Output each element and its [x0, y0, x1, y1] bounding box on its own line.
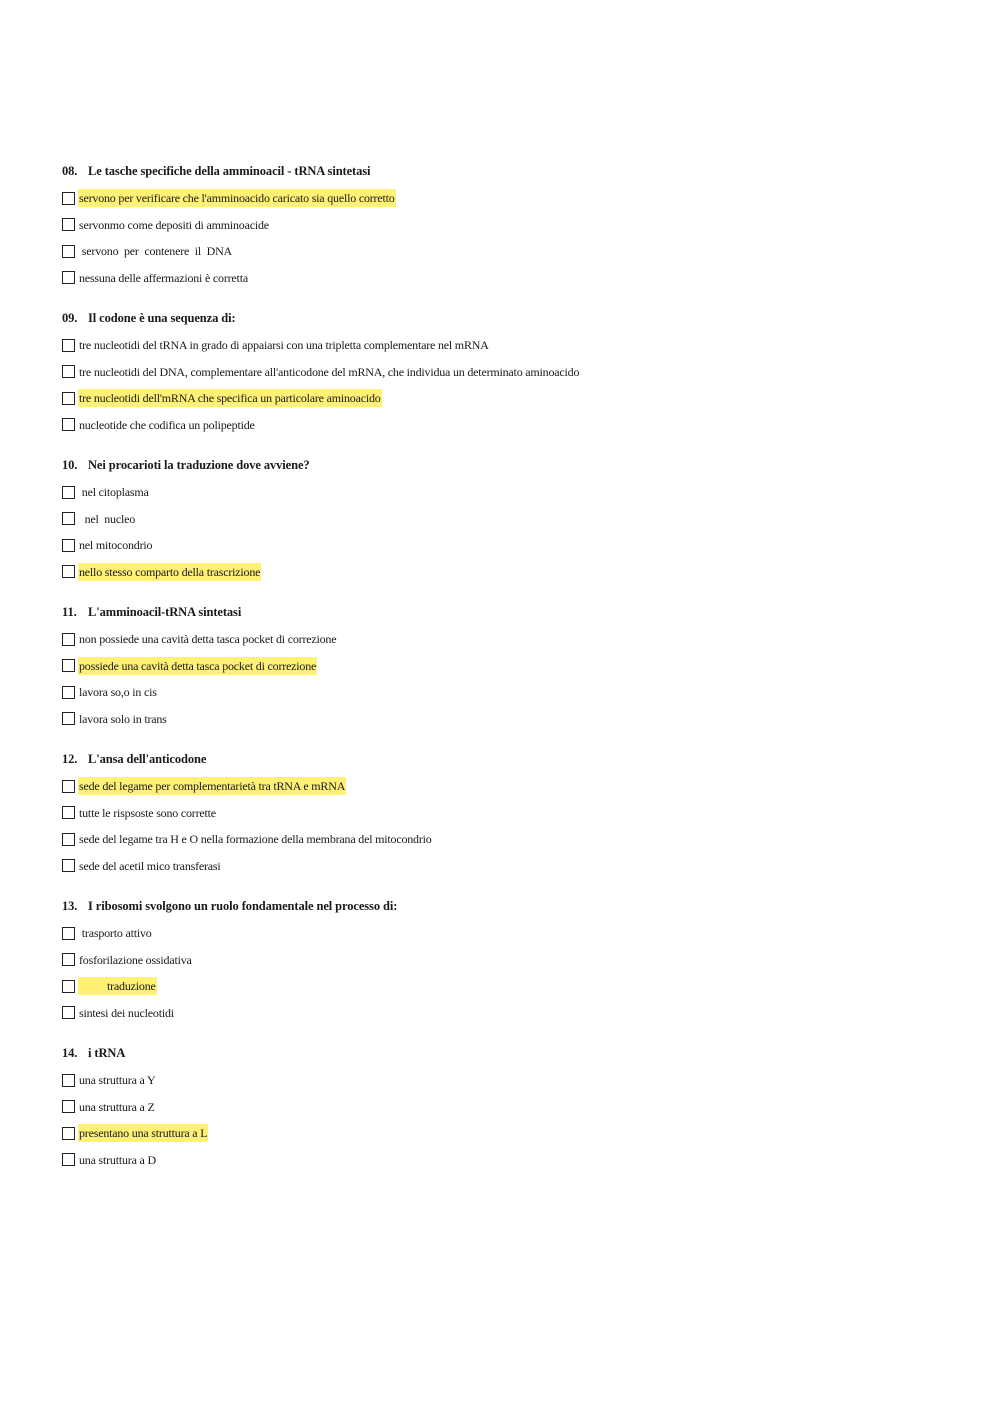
question-number: 12. — [62, 752, 78, 766]
answer-text: nel citoplasma — [79, 485, 149, 499]
answer-text: nessuna delle affermazioni è corretta — [79, 270, 248, 285]
answer-checkbox[interactable] — [62, 1100, 75, 1113]
answer-checkbox[interactable] — [62, 418, 75, 431]
question-title — [62, 1044, 962, 1062]
answer-text: lavora so,o in cis — [79, 685, 157, 699]
question-14 — [62, 1044, 962, 1169]
answer-checkbox[interactable] — [62, 633, 75, 646]
answer-text: tutte le rispsoste sono corrette — [79, 805, 216, 820]
answer-checkbox[interactable] — [62, 218, 75, 231]
answer-checkbox[interactable] — [62, 1074, 75, 1087]
answer-option[interactable] — [62, 483, 962, 501]
question-spacer — [62, 442, 962, 456]
question-number: 08. — [62, 164, 78, 178]
answer-option[interactable] — [62, 777, 962, 795]
answer-checkbox[interactable] — [62, 859, 75, 872]
answer-text: presentano una struttura a L — [79, 1126, 208, 1140]
answer-checkbox[interactable] — [62, 1006, 75, 1019]
answer-checkbox[interactable] — [62, 565, 75, 578]
question-spacer — [62, 736, 962, 750]
answer-text: servono per verificare che l'amminoacido caricato sia quello corretto — [79, 191, 395, 205]
answer-checkbox[interactable] — [62, 539, 75, 552]
question-title — [62, 897, 962, 915]
answer-text: lavora solo in trans — [79, 711, 167, 726]
answer-text: una struttura a Y — [79, 1073, 156, 1087]
answer-checkbox[interactable] — [62, 192, 75, 205]
answer-option[interactable] — [62, 1098, 962, 1116]
answer-checkbox[interactable] — [62, 486, 75, 499]
question-title — [62, 162, 962, 180]
answer-text: sede del acetil mico transferasi — [79, 858, 221, 873]
answer-option[interactable] — [62, 977, 962, 995]
quiz-container — [62, 162, 962, 1177]
answer-checkbox[interactable] — [62, 365, 75, 378]
answer-checkbox[interactable] — [62, 780, 75, 793]
answer-option[interactable] — [62, 536, 962, 554]
answer-checkbox[interactable] — [62, 686, 75, 699]
answer-option[interactable] — [62, 336, 962, 354]
answer-checkbox[interactable] — [62, 392, 75, 405]
answer-checkbox[interactable] — [62, 271, 75, 284]
answer-text: sede del legame per complementarietà tra tRNA e mRNA — [79, 779, 346, 793]
answer-option[interactable] — [62, 630, 962, 648]
answer-text: possiede una cavità detta tasca pocket di correzione — [79, 658, 317, 673]
question-text: Nei procarioti la traduzione dove avviene? — [88, 458, 310, 472]
answer-option[interactable] — [62, 242, 962, 260]
question-title — [62, 309, 962, 327]
answer-option[interactable] — [62, 1151, 962, 1169]
question-text: i tRNA — [88, 1046, 126, 1060]
answer-text: tre nucleotidi del tRNA in grado di appaiarsi con una tripletta complementare nel mRNA — [79, 338, 489, 352]
answer-checkbox[interactable] — [62, 339, 75, 352]
answer-option[interactable] — [62, 657, 962, 675]
question-text: Le tasche specifiche della amminoacil - tRNA sintetasi — [88, 164, 371, 178]
answer-text: sede del legame tra H e O nella formazione della membrana del mitocondrio — [79, 832, 432, 846]
answer-checkbox[interactable] — [62, 1153, 75, 1166]
answer-option[interactable] — [62, 683, 962, 701]
question-text: I ribosomi svolgono un ruolo fondamentale nel processo di: — [88, 899, 398, 913]
answer-checkbox[interactable] — [62, 927, 75, 940]
answer-checkbox[interactable] — [62, 980, 75, 993]
question-text: Il codone è una sequenza di: — [88, 311, 236, 325]
answer-option[interactable] — [62, 269, 962, 287]
question-title — [62, 456, 962, 474]
question-text: L'ansa dell'anticodone — [88, 752, 207, 766]
answer-text: nel nucleo — [79, 511, 136, 526]
question-spacer — [62, 589, 962, 603]
answer-text: traduzione — [79, 979, 156, 993]
answer-checkbox[interactable] — [62, 512, 75, 525]
answer-text: nel mitocondrio — [79, 538, 153, 552]
answer-option[interactable] — [62, 710, 962, 728]
question-13 — [62, 897, 962, 1022]
answer-option[interactable] — [62, 189, 962, 207]
answer-text: trasporto attivo — [79, 926, 152, 940]
answer-option[interactable] — [62, 804, 962, 822]
question-10 — [62, 456, 962, 581]
answer-text: tre nucleotidi dell'mRNA che specifica un particolare aminoacido — [79, 391, 381, 405]
answer-text: servonmo come depositi di amminoacide — [79, 217, 269, 232]
answer-option[interactable] — [62, 1071, 962, 1089]
answer-text: nello stesso comparto della trascrizione — [79, 564, 261, 579]
answer-option[interactable] — [62, 857, 962, 875]
answer-text: sintesi dei nucleotidi — [79, 1005, 174, 1020]
answer-option[interactable] — [62, 363, 962, 381]
answer-text: fosforilazione ossidativa — [79, 952, 192, 967]
answer-option[interactable] — [62, 830, 962, 848]
question-spacer — [62, 295, 962, 309]
question-12 — [62, 750, 962, 875]
question-spacer — [62, 1030, 962, 1044]
question-number: 11. — [62, 605, 77, 619]
answer-option[interactable] — [62, 924, 962, 942]
question-number: 13. — [62, 899, 78, 913]
question-number: 14. — [62, 1046, 78, 1060]
answer-checkbox[interactable] — [62, 833, 75, 846]
question-spacer — [62, 883, 962, 897]
question-08 — [62, 162, 962, 287]
answer-option[interactable] — [62, 216, 962, 234]
answer-checkbox[interactable] — [62, 245, 75, 258]
answer-option[interactable] — [62, 563, 962, 581]
answer-text: una struttura a D — [79, 1152, 156, 1167]
answer-text: nucleotide che codifica un polipeptide — [79, 417, 255, 432]
question-number: 10. — [62, 458, 78, 472]
question-09 — [62, 309, 962, 434]
answer-checkbox[interactable] — [62, 712, 75, 725]
answer-text: servono per contenere il DNA — [79, 244, 233, 258]
question-11 — [62, 603, 962, 728]
answer-option[interactable] — [62, 389, 962, 407]
answer-checkbox[interactable] — [62, 1127, 75, 1140]
answer-option[interactable] — [62, 951, 962, 969]
question-text: L'amminoacil-tRNA sintetasi — [88, 605, 242, 619]
answer-option[interactable] — [62, 510, 962, 528]
answer-checkbox[interactable] — [62, 806, 75, 819]
answer-option[interactable] — [62, 1004, 962, 1022]
answer-option[interactable] — [62, 1124, 962, 1142]
answer-option[interactable] — [62, 416, 962, 434]
question-title — [62, 750, 962, 768]
answer-text: non possiede una cavità detta tasca pocket di correzione — [79, 632, 337, 646]
question-number: 09. — [62, 311, 78, 325]
answer-checkbox[interactable] — [62, 659, 75, 672]
question-title — [62, 603, 962, 621]
answer-text: tre nucleotidi del DNA, complementare all'anticodone del mRNA, che individua un determinato aminoacido — [79, 364, 580, 379]
answer-text: una struttura a Z — [79, 1099, 155, 1114]
answer-checkbox[interactable] — [62, 953, 75, 966]
